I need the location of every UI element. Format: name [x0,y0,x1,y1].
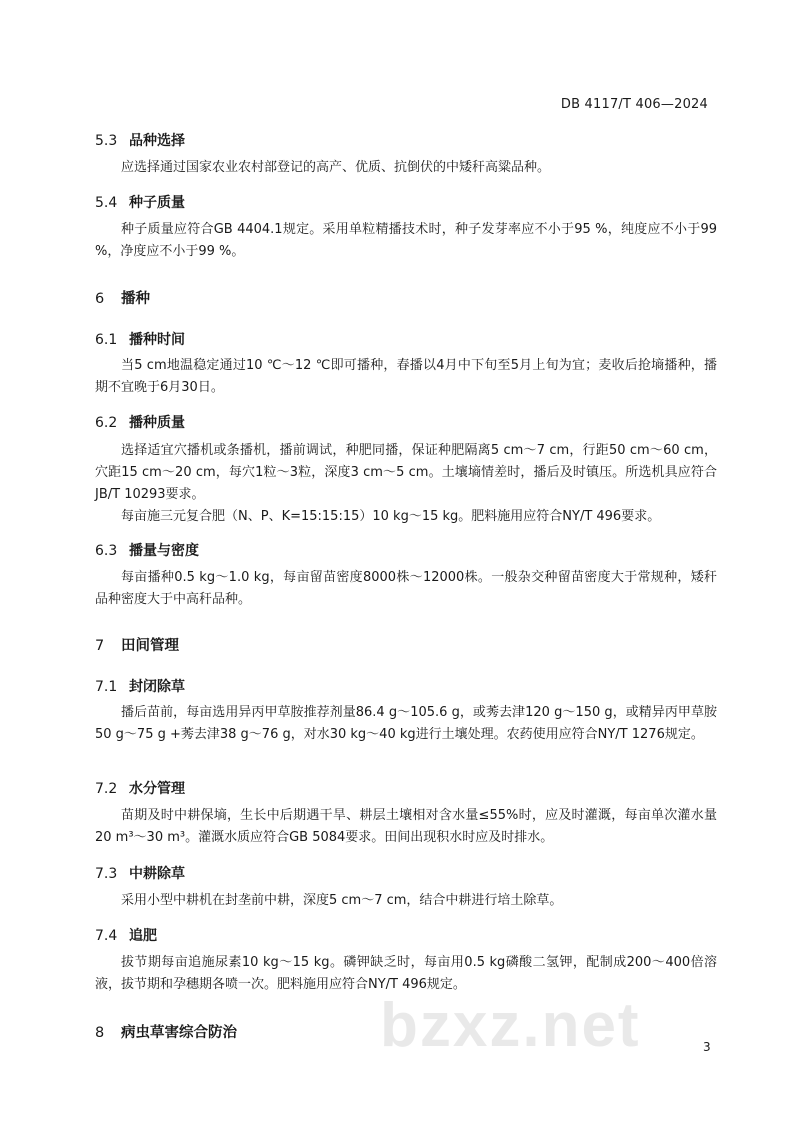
standard-code: DB 4117/T 406—2024 [560,97,708,112]
section-heading: 7.3 中耕除草 [95,866,185,882]
paragraph: 播后苗前，每亩选用异丙甲草胺推荐剂量86.4 g～105.6 g，或莠去津120 g～150 g，或精异丙甲草胺50 g～75 g +莠去津38 g～76 g，对水30 kg～40 kg进行土壤处理。农药使用应符合NY/T 1276规定。 [95,705,717,742]
section-heading: 7.4 追肥 [95,928,157,944]
paragraph: 拔节期每亩追施尿素10 kg～15 kg。磷钾缺乏时，每亩用0.5 kg磷酸二氢钾，配制成200～400倍溶液，拔节期和孕穗期各喷一次。肥料施用应符合NY/T 496规定。 [95,955,717,992]
paragraph: 选择适宜穴播机或条播机，播前调试，种肥同播，保证种肥隔离5 cm～7 cm，行距50 cm～60 cm，穴距15 cm～20 cm，每穴1粒～3粒，深度3 cm～5 cm。土壤墒情差时，播后及时镇压。所选机具应符合JB/T 10293要求。 [95,443,717,502]
section-heading: 7.2 水分管理 [95,781,185,797]
section-heading: 5.3 品种选择 [95,133,185,149]
watermark: bzxz.net [380,991,641,1060]
paragraph: 每亩播种0.5 kg～1.0 kg，每亩留苗密度8000株～12000株。一般杂交种留苗密度大于常规种，矮秆品种密度大于中高秆品种。 [95,570,717,607]
section-heading: 6.3 播量与密度 [95,543,199,559]
section-heading: 6.2 播种质量 [95,415,185,431]
paragraph: 应选择通过国家农业农村部登记的高产、优质、抗倒伏的中矮秆高粱品种。 [121,160,551,175]
section-heading: 5.4 种子质量 [95,195,185,211]
chapter-heading: 7 田间管理 [95,638,179,654]
paragraph: 采用小型中耕机在封垄前中耕，深度5 cm～7 cm，结合中耕进行培土除草。 [121,893,563,908]
section-heading: 6.1 播种时间 [95,332,185,348]
section-heading: 7.1 封闭除草 [95,679,185,695]
chapter-heading: 8 病虫草害综合防治 [95,1025,237,1041]
paragraph: 种子质量应符合GB 4404.1规定。采用单粒精播技术时，种子发芽率应不小于95 %，纯度应不小于99 %，净度应不小于99 %。 [95,222,717,259]
paragraph: 苗期及时中耕保墒，生长中后期遇干旱、耕层土壤相对含水量≤55%时，应及时灌溉，每亩单次灌水量20 m³～30 m³。灌溉水质应符合GB 5084要求。田间出现积水时应及时排水。 [95,808,717,845]
page-number: 3 [703,1040,711,1054]
paragraph: 当5 cm地温稳定通过10 ℃～12 ℃即可播种，春播以4月中下旬至5月上旬为宜；麦收后抢墒播种，播期不宜晚于6月30日。 [95,358,717,395]
paragraph: 每亩施三元复合肥（N、P、K=15:15:15）10 kg～15 kg。肥料施用应符合NY/T 496要求。 [121,509,661,524]
chapter-heading: 6 播种 [95,291,150,307]
